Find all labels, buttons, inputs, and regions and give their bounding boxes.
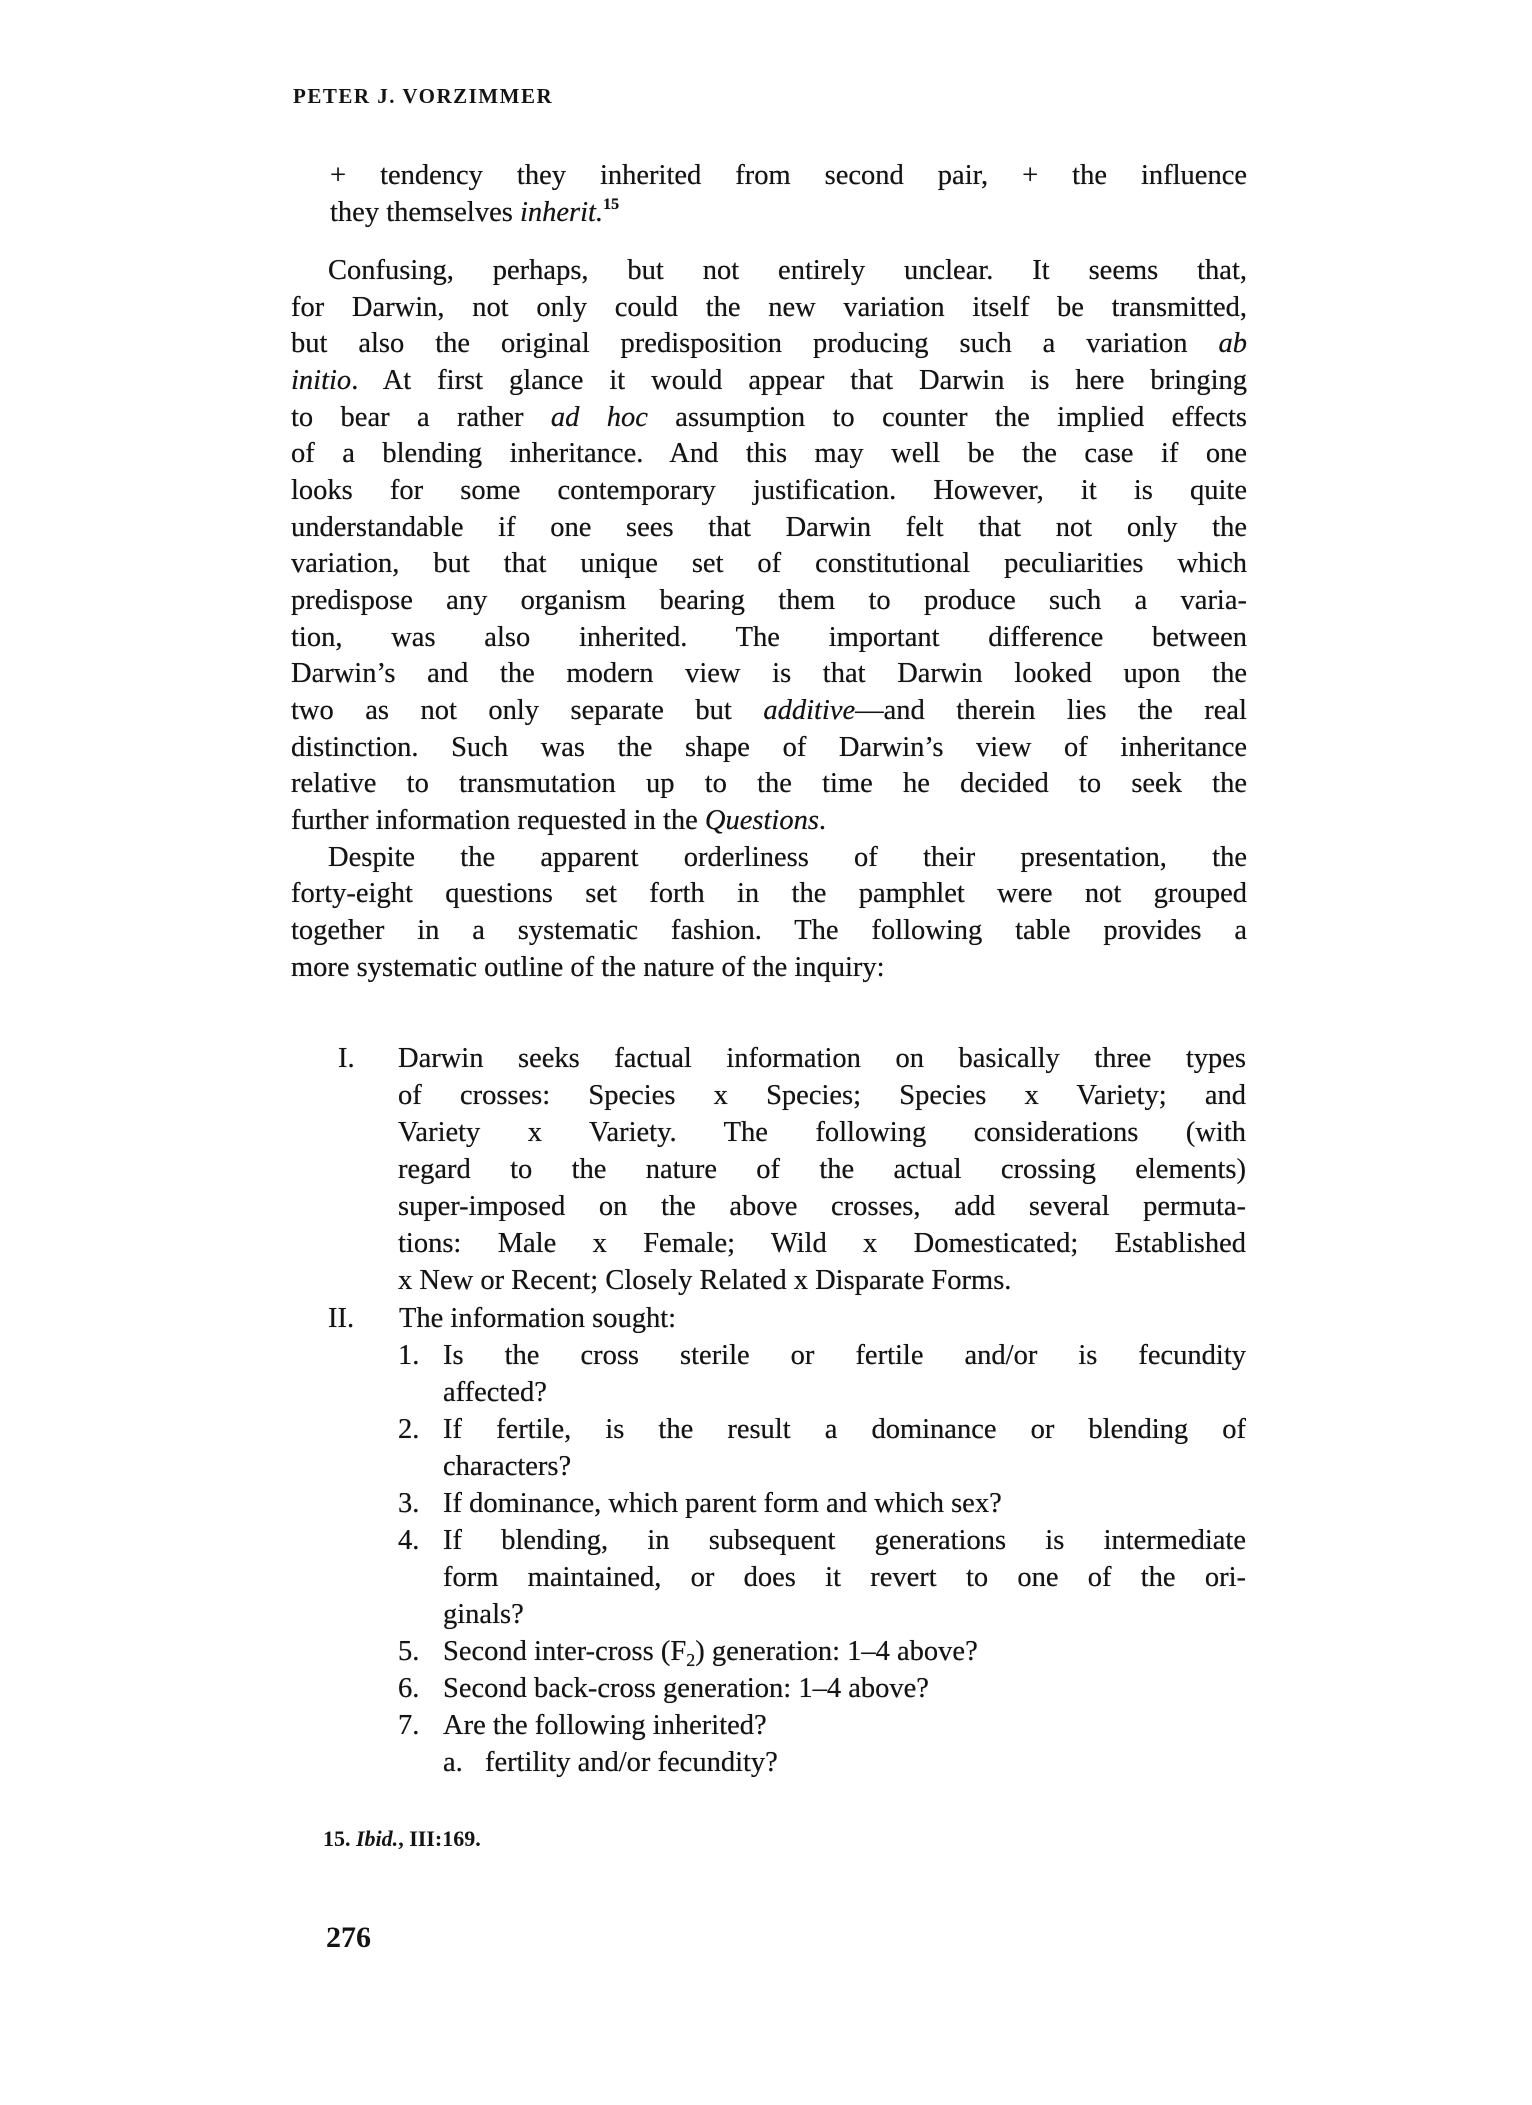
text: two as not only separate but — [291, 695, 764, 726]
item-line: Are the following inherited? — [443, 1710, 767, 1741]
paragraph-line: together in a systematic fashion. The following table provides a — [291, 915, 1247, 946]
paragraph-line: tion, was also inherited. The important difference between — [291, 622, 1247, 653]
paragraph-line: Confusing, perhaps, but not entirely unclear. It seems that, — [328, 255, 1247, 286]
italic-text: Questions — [704, 805, 819, 836]
paragraph-line: for Darwin, not only could the new variation itself be transmitted, — [291, 292, 1247, 323]
item-number: 3. — [398, 1488, 420, 1519]
item-number: 5. — [398, 1636, 420, 1667]
text: —and therein lies the real — [855, 695, 1247, 726]
paragraph-line — [291, 363, 1247, 399]
item-number: 2. — [398, 1414, 420, 1445]
item-line: Second back-cross generation: 1–4 above? — [443, 1673, 929, 1704]
text: assumption to counter the implied effects — [647, 402, 1247, 433]
block-quote-line-2 — [330, 195, 619, 231]
item-line — [443, 1634, 978, 1670]
paragraph-line — [291, 693, 1247, 729]
footnote-number: 15. — [323, 1826, 351, 1851]
item-line: If dominance, which parent form and which sex? — [443, 1488, 1002, 1519]
text: Second inter-cross (F — [443, 1636, 687, 1667]
text: . At first glance it would appear that Darwin is here bringing — [351, 365, 1247, 396]
subscript: 2 — [686, 1650, 696, 1670]
paragraph-line: relative to transmutation up to the time he decided to seek the — [291, 768, 1247, 799]
paragraph-line: understandable if one sees that Darwin felt that not only the — [291, 512, 1247, 543]
paragraph-line: of a blending inheritance. And this may well be the case if one — [291, 438, 1247, 469]
italic-text: ab — [1218, 328, 1247, 359]
text: . — [818, 805, 827, 836]
item-line: If blending, in subsequent generations is intermediate — [443, 1525, 1246, 1556]
italic-text: ad hoc — [550, 402, 648, 433]
text: but also the original predisposition producing such a variation — [291, 328, 1188, 359]
paragraph-line: forty-eight questions set forth in the pamphlet were not grouped — [291, 878, 1247, 909]
outline-line: Variety x Variety. The following considerations (with — [398, 1117, 1246, 1148]
page-number: 276 — [326, 1921, 371, 1954]
footnote-ref: 15 — [603, 196, 620, 213]
block-quote-line-1: + tendency they inherited from second pair, + the influence — [330, 160, 1247, 191]
text: further information requested in the — [291, 805, 705, 836]
italic-text: inherit. — [519, 197, 604, 228]
footnote-text: , III:169. — [398, 1826, 481, 1851]
paragraph-line — [291, 400, 1247, 436]
section-numeral: I. — [338, 1043, 355, 1074]
italic-text: initio — [291, 365, 352, 396]
item-number: 4. — [398, 1525, 420, 1556]
item-line: form maintained, or does it revert to one of the ori- — [443, 1562, 1246, 1593]
outline-intro: The information sought: — [399, 1303, 677, 1334]
paragraph-line: more systematic outline of the nature of the inquiry: — [291, 952, 885, 983]
outline-line: tions: Male x Female; Wild x Domesticated; Established — [398, 1228, 1246, 1259]
paragraph-line — [291, 803, 826, 839]
paragraph-line: Darwin’s and the modern view is that Darwin looked upon the — [291, 658, 1247, 689]
footnote — [323, 1825, 481, 1853]
outline-line: x New or Recent; Closely Related x Disparate Forms. — [398, 1265, 1012, 1296]
subitem-line: fertility and/or fecundity? — [485, 1747, 778, 1778]
outline-line: of crosses: Species x Species; Species x Variety; and — [398, 1080, 1246, 1111]
item-number: 7. — [398, 1710, 420, 1741]
outline-line: regard to the nature of the actual crossing elements) — [398, 1154, 1246, 1185]
item-line: Is the cross sterile or fertile and/or is fecundity — [443, 1340, 1246, 1371]
paragraph-line — [291, 326, 1247, 362]
item-number: 1. — [398, 1340, 420, 1371]
item-number: 6. — [398, 1673, 420, 1704]
paragraph-line: variation, but that unique set of constitutional peculiarities which — [291, 548, 1247, 579]
item-line: If fertile, is the result a dominance or blending of — [443, 1414, 1246, 1445]
section-numeral: II. — [328, 1303, 355, 1334]
text: ) generation: 1–4 above? — [695, 1636, 978, 1667]
outline-line: Darwin seeks factual information on basically three types — [398, 1043, 1246, 1074]
text: they themselves — [330, 197, 520, 228]
running-head: PETER J. VORZIMMER — [293, 84, 554, 108]
footnote-italic: Ibid. — [356, 1826, 399, 1851]
outline-line: super-imposed on the above crosses, add several permuta- — [398, 1191, 1246, 1222]
text: to bear a rather — [291, 402, 551, 433]
paragraph-line: distinction. Such was the shape of Darwin’s view of inheritance — [291, 732, 1247, 763]
item-line: affected? — [443, 1377, 547, 1408]
item-line: ginals? — [443, 1599, 524, 1630]
item-line: characters? — [443, 1451, 572, 1482]
italic-text: additive — [763, 695, 856, 726]
subitem-letter: a. — [443, 1747, 463, 1778]
paragraph-line: looks for some contemporary justification. However, it is quite — [291, 475, 1247, 506]
paragraph-line: predispose any organism bearing them to produce such a varia- — [291, 585, 1247, 616]
paragraph-line: Despite the apparent orderliness of their presentation, the — [328, 842, 1247, 873]
